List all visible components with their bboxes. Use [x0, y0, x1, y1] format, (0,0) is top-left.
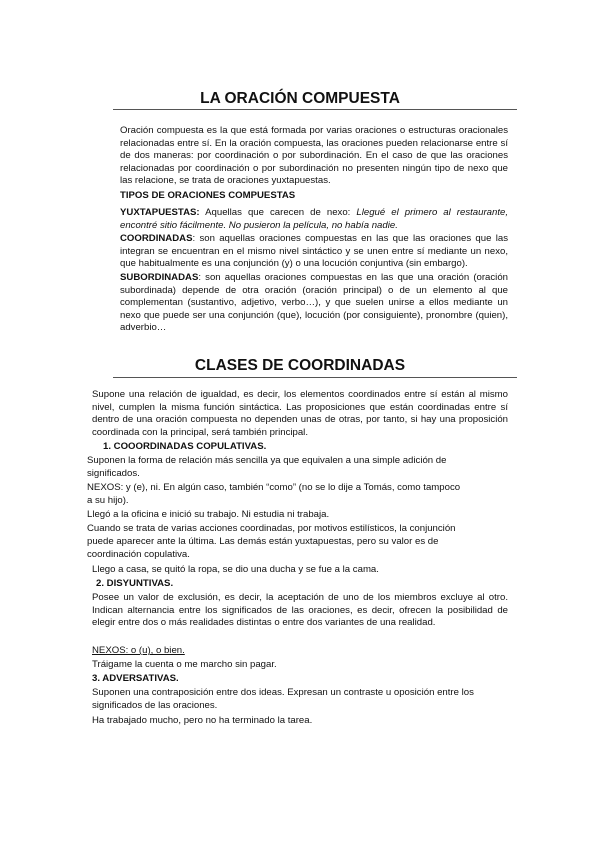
- copulativas-p2-line-2: puede aparecer ante la última. Las demás están yuxtapuestas, pero su valor es de: [87, 536, 439, 547]
- copulativas-example-2: Llego a casa, se quitó la ropa, se dio una ducha y se fue a la cama.: [92, 564, 379, 575]
- coordinadas-paragraph: [120, 233, 508, 271]
- types-heading: TIPOS DE ORACIONES COMPUESTAS: [120, 190, 296, 201]
- yuxtapuestas-paragraph: [120, 207, 508, 232]
- copulativas-heading: 1. COOORDINADAS COPULATIVAS.: [103, 441, 267, 452]
- copulativas-p2-line-3: coordinación copulativa.: [87, 549, 190, 560]
- intro-paragraph: Oración compuesta es la que está formada por varias oraciones o estructuras oracionales relacionadas entre sí. En la oración compuesta, las oraciones pueden relacionarse entre sí de dos maneras: por coordinación o por subordinación. En el caso de que las oraciones relacionadas por coordinación o por subordinación no presenten ningún tipo de nexo que las relacione, se trata de oraciones yuxtapuestas.: [120, 125, 508, 187]
- disyuntivas-heading: 2. DISYUNTIVAS.: [96, 578, 174, 589]
- yuxtapuestas-label: YUXTAPUESTAS:: [120, 207, 200, 218]
- adversativas-line-1: Suponen una contraposición entre dos ideas. Expresan un contraste u oposición entre los: [92, 687, 474, 698]
- adversativas-line-2: significados de las oraciones.: [92, 700, 218, 711]
- coordinadas-label: COORDINADAS: [120, 233, 193, 244]
- section-title-clases: CLASES DE COORDINADAS: [194, 357, 406, 374]
- copulativas-nexos: NEXOS: y (e), ni. En algún caso, también “como” (no se lo dije a Tomás, como tampoco: [87, 482, 461, 493]
- subordinadas-label: SUBORDINADAS: [120, 272, 199, 283]
- copulativas-line-2: significados.: [87, 468, 140, 479]
- copulativas-nexos-2: a su hijo).: [87, 495, 129, 506]
- coordinadas-intro: Supone una relación de igualdad, es decir, los elementos coordinados entre sí están al mismo nivel, cumplen la misma función sintáctica. Las proposiciones que están coordinadas entre sí dentro de una oración compuesta no dependen unas de otras, por tanto, si hay una proposición coordinada con la principal, será también principal.: [92, 389, 508, 438]
- disyuntivas-text: Posee un valor de exclusión, es decir, la aceptación de uno de los miembros excluye al otro. Indican alternancia entre los significados de las oraciones, es decir, ofrecen la posibilidad de elegir entre dos o más realidades distintas o entre dos variantes de una realidad.: [92, 592, 508, 629]
- yuxtapuestas-example: Llegué el primero al restaurante, encontré sitio fácilmente. No pusieron la película, no había nadie.: [120, 207, 509, 231]
- adversativas-example: Ha trabajado mucho, pero no ha terminado la tarea.: [92, 715, 313, 726]
- coordinadas-text: : son aquellas oraciones compuestas en las que las oraciones que las integran se encuentran en el mismo nivel sintáctico y se unen entre sí mediante un nexo, que habitualmente es una conjunción (y) o una locución conjuntiva (sin embargo).: [120, 233, 508, 270]
- subordinadas-paragraph: [120, 272, 508, 335]
- title-underline: [113, 109, 517, 110]
- subordinadas-text: : son aquellas oraciones compuestas en las que una oración (oración subordinada) depende de otra oración (oración principal) o de un elemento al que complementan (sustantivo, adjetivo, verbo…), y que suelen unirse a ellos mediante un nexo que puede ser una conjunción (que), locución (por consiguiente), pronombre (quien), adverbio…: [120, 272, 508, 334]
- page-title: LA ORACIÓN COMPUESTA: [200, 90, 400, 107]
- copulativas-line-1: Suponen la forma de relación más sencilla ya que equivalen a una simple adición de: [87, 455, 447, 466]
- disyuntivas-nexos: NEXOS: o (u), o bien.: [92, 645, 185, 656]
- copulativas-p2-line-1: Cuando se trata de varias acciones coordinadas, por motivos estilísticos, la conjunción: [87, 523, 456, 534]
- disyuntivas-example: Tráigame la cuenta o me marcho sin pagar.: [92, 659, 277, 670]
- yuxtapuestas-text: Aquellas que carecen de nexo:: [205, 207, 351, 218]
- section-underline: [113, 377, 517, 378]
- adversativas-heading: 3. ADVERSATIVAS.: [92, 673, 179, 684]
- copulativas-example-1: Llegó a la oficina e inició su trabajo. Ni estudia ni trabaja.: [87, 509, 330, 520]
